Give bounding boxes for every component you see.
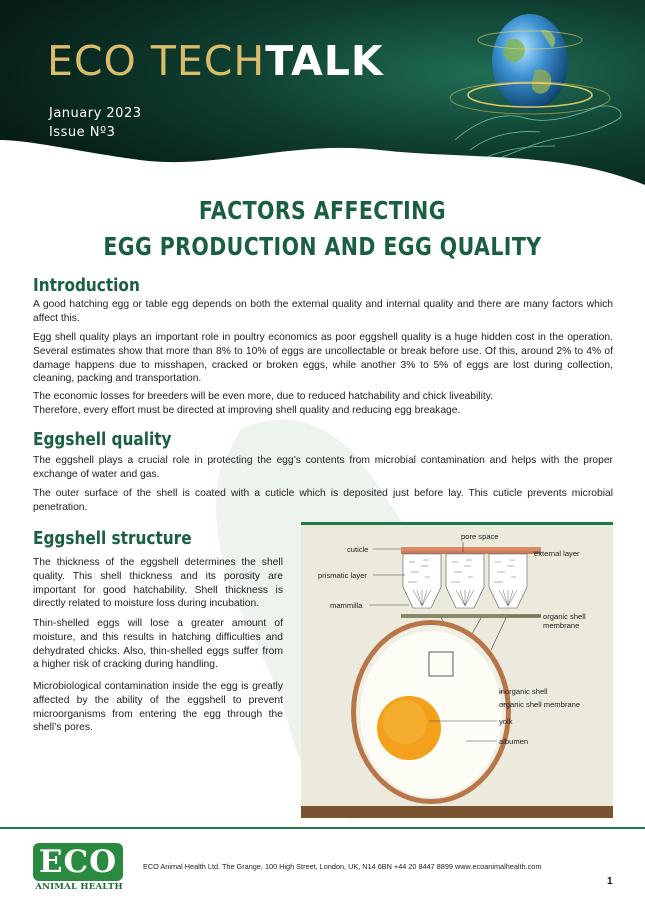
heading-eggshell-structure: Eggshell structure bbox=[33, 528, 192, 549]
issue-number: Issue Nº3 bbox=[49, 125, 116, 140]
masthead-title bbox=[47, 38, 384, 84]
label-cuticle: cuticle bbox=[347, 545, 369, 554]
issue-date: January 2023 bbox=[49, 106, 142, 121]
label-mammilla: mammilla bbox=[330, 601, 363, 610]
egg-cross-section bbox=[351, 620, 511, 804]
intro-paragraph-4: Therefore, every effort must be directed at improving shell quality and reducing egg breakage. bbox=[33, 405, 461, 416]
structure-paragraph-1: The thickness of the eggshell determines the shell quality. This shell thickness and its porosity are important for good hatchability. Shell thickness is directly related to moisture loss during incubation. bbox=[33, 557, 283, 610]
quality-paragraph-2: The outer surface of the shell is coated with a cuticle which is deposited just before lay. This cuticle prevents microbial penetration. bbox=[33, 488, 613, 513]
heading-eggshell-quality: Eggshell quality bbox=[33, 429, 172, 450]
structure-paragraph-3: Microbiological contamination inside the egg is greatly affected by the ability of the eggshell to prevent microorganisms from entering the egg through the shell’s pores. bbox=[33, 681, 283, 734]
label-yolk: yolk bbox=[499, 717, 513, 726]
shell-cross-section bbox=[401, 547, 541, 618]
structure-paragraph-2: Thin-shelled eggs will lose a greater amount of moisture, and this results in hatching difficulties and dehydrated chicks. Also, thin-shelled eggs suffer from a higher risk of cracking during handling. bbox=[33, 618, 283, 671]
heading-introduction: Introduction bbox=[33, 275, 140, 296]
eco-logo-subtitle: ANIMAL HEALTH bbox=[35, 882, 123, 892]
label-prismatic-layer: prismatic layer bbox=[318, 571, 367, 580]
article-title-line-1: FACTORS AFFECTING bbox=[198, 196, 446, 225]
intro-paragraph-2: Egg shell quality plays an important role in poultry economics as poor eggshell quality is a huge hidden cost in the operation. Several estimates show that more than 8% to 10% of eggs are uncollectable or break before use. Of this, around 2% to 4% of damage happens due to misshapen, cracked or broken eggs, while another 3% to 5% of eggs are lost during collection, cleaning, packing and transportation. bbox=[33, 332, 613, 385]
footer-address: ECO Animal Health Ltd. The Grange, 100 High Street, London, UK, N14 6BN +44 20 8447 8899 www.ecoanimalhealth.com bbox=[143, 862, 542, 871]
intro-paragraph-1: A good hatching egg or table egg depends on both the external quality and internal quality and there are many factors which affect this. bbox=[33, 299, 613, 324]
banner-background bbox=[0, 0, 645, 185]
diagram-top-bar bbox=[301, 522, 613, 525]
footer-divider bbox=[0, 827, 645, 829]
eggshell-diagram-graphic bbox=[301, 522, 613, 818]
page-number: 1 bbox=[607, 876, 613, 887]
label-inorganic-shell: inorganic shell bbox=[499, 687, 548, 696]
diagram-bottom-bar bbox=[301, 806, 613, 818]
quality-paragraph-1: The eggshell plays a crucial role in protecting the egg’s contents from microbial contamination and helps with the proper exchange of water and gas. bbox=[33, 455, 613, 480]
masthead-talk: TALK bbox=[265, 37, 384, 85]
label-membrane: membrane bbox=[543, 621, 580, 630]
label-organic-shell: organic shell bbox=[543, 612, 586, 621]
label-organic-shell-membrane: organic shell membrane bbox=[499, 700, 581, 709]
header-banner bbox=[0, 0, 645, 185]
article-title-line-2: EGG PRODUCTION AND EGG QUALITY bbox=[103, 232, 542, 261]
eco-logo: ECO bbox=[33, 843, 123, 881]
eggshell-structure-diagram bbox=[301, 522, 613, 818]
label-pore-space: pore space bbox=[461, 532, 499, 541]
label-external-layer: external layer bbox=[534, 549, 580, 558]
masthead-eco-tech: ECO TECH bbox=[47, 37, 266, 85]
intro-paragraph-3: The economic losses for breeders will be even more, due to reduced hatchability and chick liveability. bbox=[33, 391, 493, 402]
label-albumen: albumen bbox=[499, 737, 529, 746]
